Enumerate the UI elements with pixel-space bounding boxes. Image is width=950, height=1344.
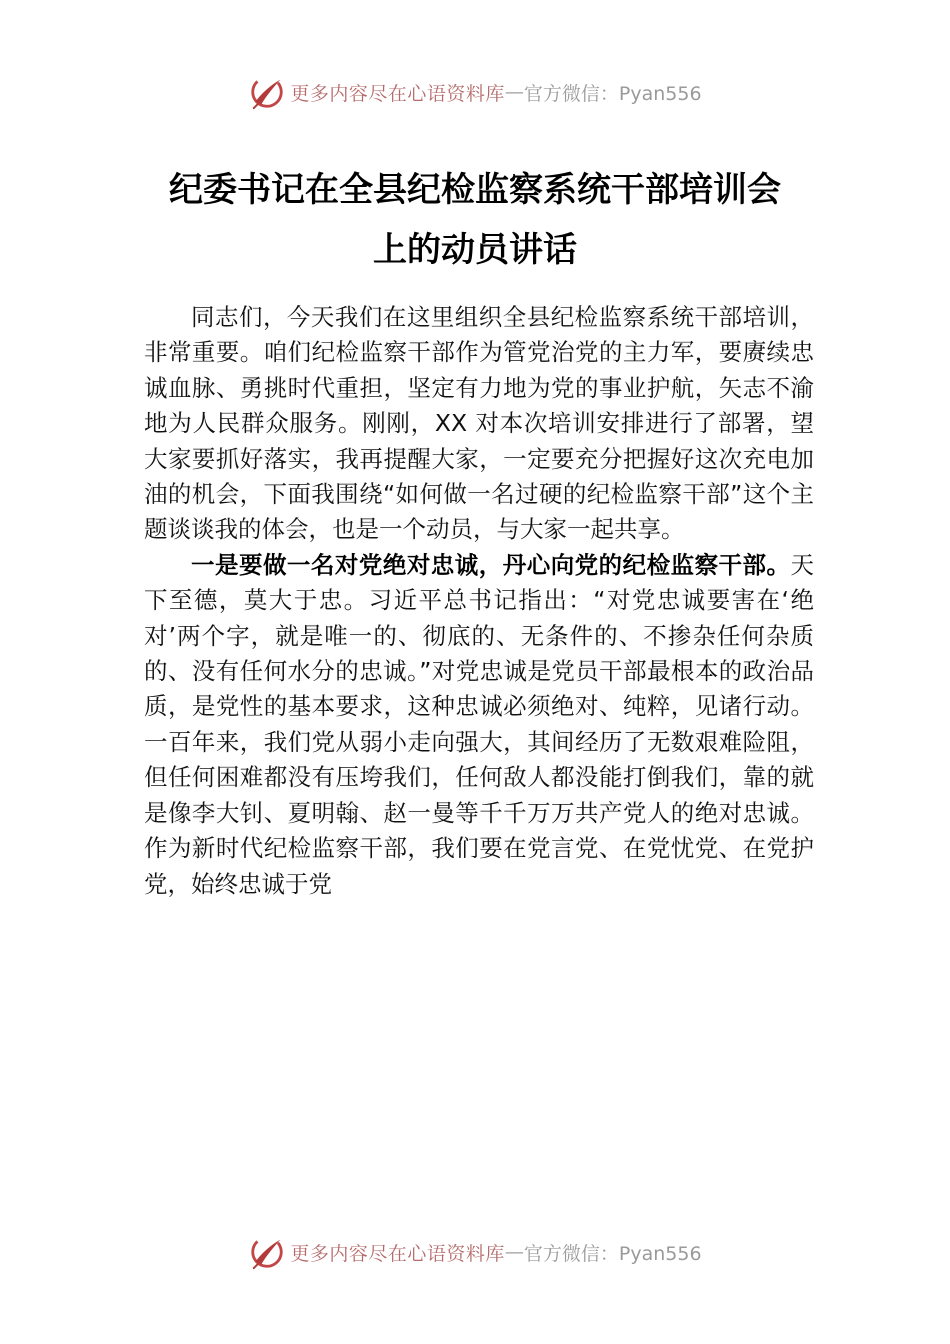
watermark-wechat: 官方微信：Pyan556 — [523, 1242, 702, 1265]
paragraph-text: 天下至德，莫大于忠。习近平总书记指出：“对党忠诚要害在‘绝对’两个字，就是唯一的、彻底的、无条件的、不掺杂任何杂质的、没有任何水分的忠诚。”对党忠诚是党员干部最根本的政治品质，是党性的基本要求，这种忠诚必须绝对、纯粹，见诸行动。一百年来，我们党从弱小走向强大，其间经历了无数艰难险阻，但任何困难都没有压垮我们，任何敌人都没能打倒我们，靠的就是像李大钊、夏明翰、赵一曼等千千万万共产党人的绝对忠诚。作为新时代纪检监察干部，我们要在党言党、在党忧党、在党护党，始终忠诚于党 — [144, 550, 814, 898]
paragraph-heading: 一是要做一名对党绝对忠诚，丹心向党的纪检监察干部。 — [191, 550, 791, 579]
brand-logo-icon — [248, 73, 286, 111]
paragraph-intro — [144, 300, 814, 548]
watermark-separator: — — [504, 1241, 524, 1263]
header-watermark — [0, 72, 950, 112]
brand-logo-icon — [248, 1233, 286, 1271]
document-title — [120, 160, 830, 280]
document-body — [144, 300, 814, 902]
title-line-2: 上的动员讲话 — [373, 230, 577, 270]
watermark-wechat: 官方微信：Pyan556 — [523, 82, 702, 105]
paragraph-text: 同志们，今天我们在这里组织全县纪检监察系统干部培训，非常重要。咱们纪检监察干部作为管党治党的主力军，要赓续忠诚血脉、勇挑时代重担，坚定有力地为党的事业护航，矢志不渝地为人民群众服务。刚刚，XX 对本次培训安排进行了部署，望大家要抓好落实，我再提醒大家，一定要充分把握好这次充电加油的机会，下面我围绕“如何做一名过硬的纪检监察干部”这个主题谈谈我的体会，也是一个动员，与大家一起共享。 — [144, 303, 814, 544]
footer-watermark — [0, 1232, 950, 1272]
paragraph-point-one — [144, 548, 814, 902]
watermark-separator: — — [504, 81, 524, 103]
watermark-text: 更多内容尽在心语资料库 — [290, 82, 505, 105]
title-line-1: 纪委书记在全县纪检监察系统干部培训会 — [169, 170, 781, 210]
watermark-text: 更多内容尽在心语资料库 — [290, 1242, 505, 1265]
